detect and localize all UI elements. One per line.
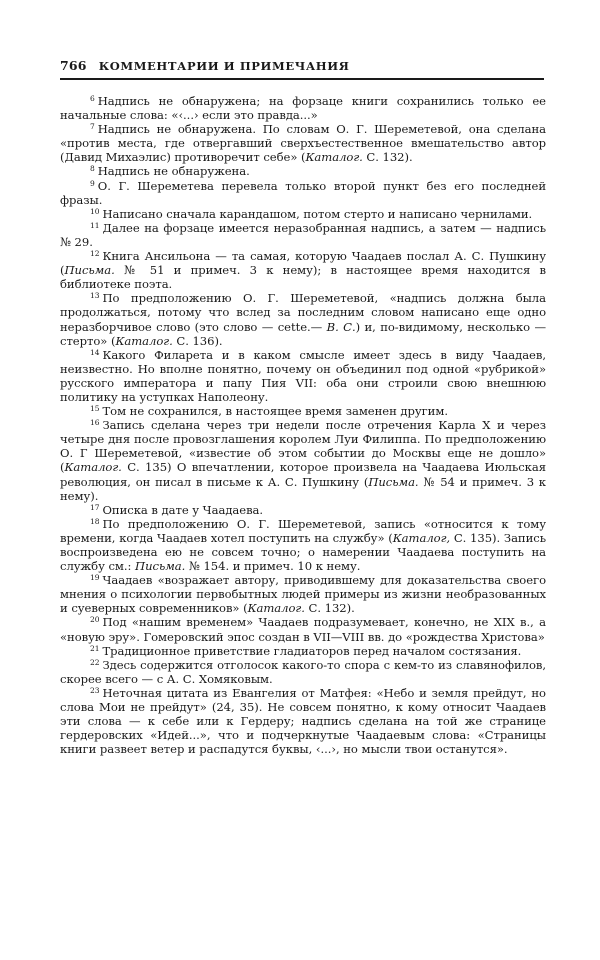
footnote-number: 6 [90,94,95,103]
notes-list [60,94,546,756]
footnote-text: ) и, по-видимому, несколько — стерто» ( [60,319,546,348]
footnote-text: С. 135) О впечатлении, которое произвела на Чаадаева Июльская революция, он писал в письме к А. С. Пушкину ( [60,460,546,489]
footnote-text: Запись сделана через три недели после отречения Карла X и через четыре дня после провозглашения королем Луи Филиппа. По предположению О. Г Шереметевой, «известие об этом событии до Москвы еще не дошло» ( [60,418,546,475]
footnote-text: Надпись не обнаружена. [97,164,250,179]
footnote-text: № 154. и примеч. 10 к нему. [185,559,361,574]
running-title: КОММЕНТАРИИ И ПРИМЕЧАНИЯ [98,59,350,73]
footnote-text: Далее на форзаце имеется неразобранная надпись, а затем — надпись № 29. [60,220,546,249]
footnote-text: Неточная цитата из Евангелия от Матфея: «Небо и земля прейдут, но слова Мои не прейдут» (24, 35). Не совсем понятно, к кому относит Чаадаев эти слова — к себе или к Гердеру; надпись сделана на той же странице гердеровских «Идей...», что и подчеркнутые Чаадаевым слова: «Страницы книги развеет ветер и распадутся буквы, ‹...›, но мысли твои останутся». [60,685,546,757]
citation-italic: Каталог. [305,150,363,165]
footnote-text: Надпись не обнаружена. По словам О. Г. Шереметевой, она сделана «против места, где отвергавший сверхъестественное вмешательство автор (Давид Михаэлис) противоречит себе» ( [60,122,546,165]
footnote-number: 12 [90,249,100,259]
footnote-text: С. 136). [172,333,223,348]
citation-italic: Письма. [368,474,419,489]
footnote [60,207,546,221]
citation-italic: Письма. [64,263,115,278]
footnote [60,164,546,178]
footnote [60,249,546,291]
footnote [60,221,546,249]
footnote-text: Книга Ансильона — та самая, которую Чаадаев послал А. С. Пушкину ( [60,249,546,278]
footnote-number: 7 [90,122,95,132]
book-page [60,58,546,756]
citation-italic: Каталог, [392,530,451,545]
footnote-text: № 54 и примеч. 3 к нему). [60,474,547,503]
footnote-number: 17 [90,502,100,512]
footnote-text: Под «нашим временем» Чаадаев подразумевает, конечно, не XIX в., а «новую эру». Гомеровский эпос создан в VII—VIII вв. до «рождества Христова» [60,615,546,644]
footnote [60,122,546,164]
footnote-number: 8 [90,164,95,174]
running-head [60,58,546,76]
footnote-number: 10 [90,206,100,216]
footnote-number: 20 [90,615,100,625]
footnote-text: № 51 и примеч. 3 к нему); в настоящее время находится в библиотеке поэта. [60,263,546,292]
footnote-number: 13 [90,291,100,301]
footnote [60,517,546,573]
footnote-number: 11 [90,220,100,230]
footnote-text: Традиционное приветствие гладиаторов перед началом состязания. [102,643,522,658]
footnote-number: 23 [90,685,100,695]
footnote-text: Надпись не обнаружена; на форзаце книги сохранились только ее начальные слова: «‹...› если это правда...» [60,94,546,123]
citation-italic: Каталог. [64,460,122,475]
page-number: 766 [60,58,87,73]
footnote-number: 21 [90,643,100,653]
footnote [60,658,546,686]
footnote [60,573,546,615]
footnote [60,291,546,347]
footnote-text: О. Г. Шереметева перевела только второй пункт без его последней фразы. [60,178,546,207]
footnote [60,179,546,207]
header-rule [60,78,544,80]
footnote-text: С. 132). [362,150,413,165]
citation-italic: В. С. [326,319,356,334]
footnote [60,644,546,658]
footnote-text: По предположению О. Г. Шереметевой, запись «относится к тому времени, когда Чаадаев хотел поступить на службу» ( [60,516,546,545]
footnote [60,615,546,643]
footnote [60,94,546,122]
footnote-number: 19 [90,573,100,583]
footnote-number: 16 [90,418,100,428]
footnote-number: 14 [90,347,100,357]
footnote-number: 22 [90,657,100,667]
footnote-text: С. 132). [304,601,355,616]
footnote-text: Здесь содержится отголосок какого-то спора с кем-то из славянофилов, скорее всего — с А. С. Хомяковым. [60,657,546,686]
footnote-number: 18 [90,516,100,526]
footnote-text: Написано сначала карандашом, потом стерто и написано чернилами. [102,206,533,221]
footnote-text: С. 135). Запись воспроизведена ею не совсем точно; о намерении Чаадаева поступить на службу см.: [60,530,546,574]
footnote-text: По предположению О. Г. Шереметевой, «надпись должна была продолжаться, потому что вслед за последним словом написано еще одно неразборчивое слово (это слово — cette.— [60,291,546,334]
footnote-number: 15 [90,404,100,414]
footnote [60,686,546,756]
citation-italic: Каталог. [247,601,305,616]
footnote-text: Чаадаев «возражает автору, приводившему для доказательства своего мнения о психологии первобытных людей примеры из жизни необразованных и суеверных современников» ( [60,573,546,616]
footnote [60,418,546,503]
footnote-text: Том не сохранился, в настоящее время заменен другим. [102,404,448,419]
footnote [60,503,546,517]
footnote-number: 9 [90,178,95,188]
citation-italic: Каталог. [115,333,173,348]
citation-italic: Письма. [135,559,186,574]
footnote [60,348,546,404]
footnote-text: Описка в дате у Чаадаева. [102,502,264,517]
footnote-text: Какого Филарета и в каком смысле имеет здесь в виду Чаадаев, неизвестно. Но вполне понятно, почему он объединил под одной «рубрикой» русского императора и папу Пия VII: оба они строили свою внешнюю политику на уступках Наполеону. [60,347,546,404]
footnote [60,404,546,418]
